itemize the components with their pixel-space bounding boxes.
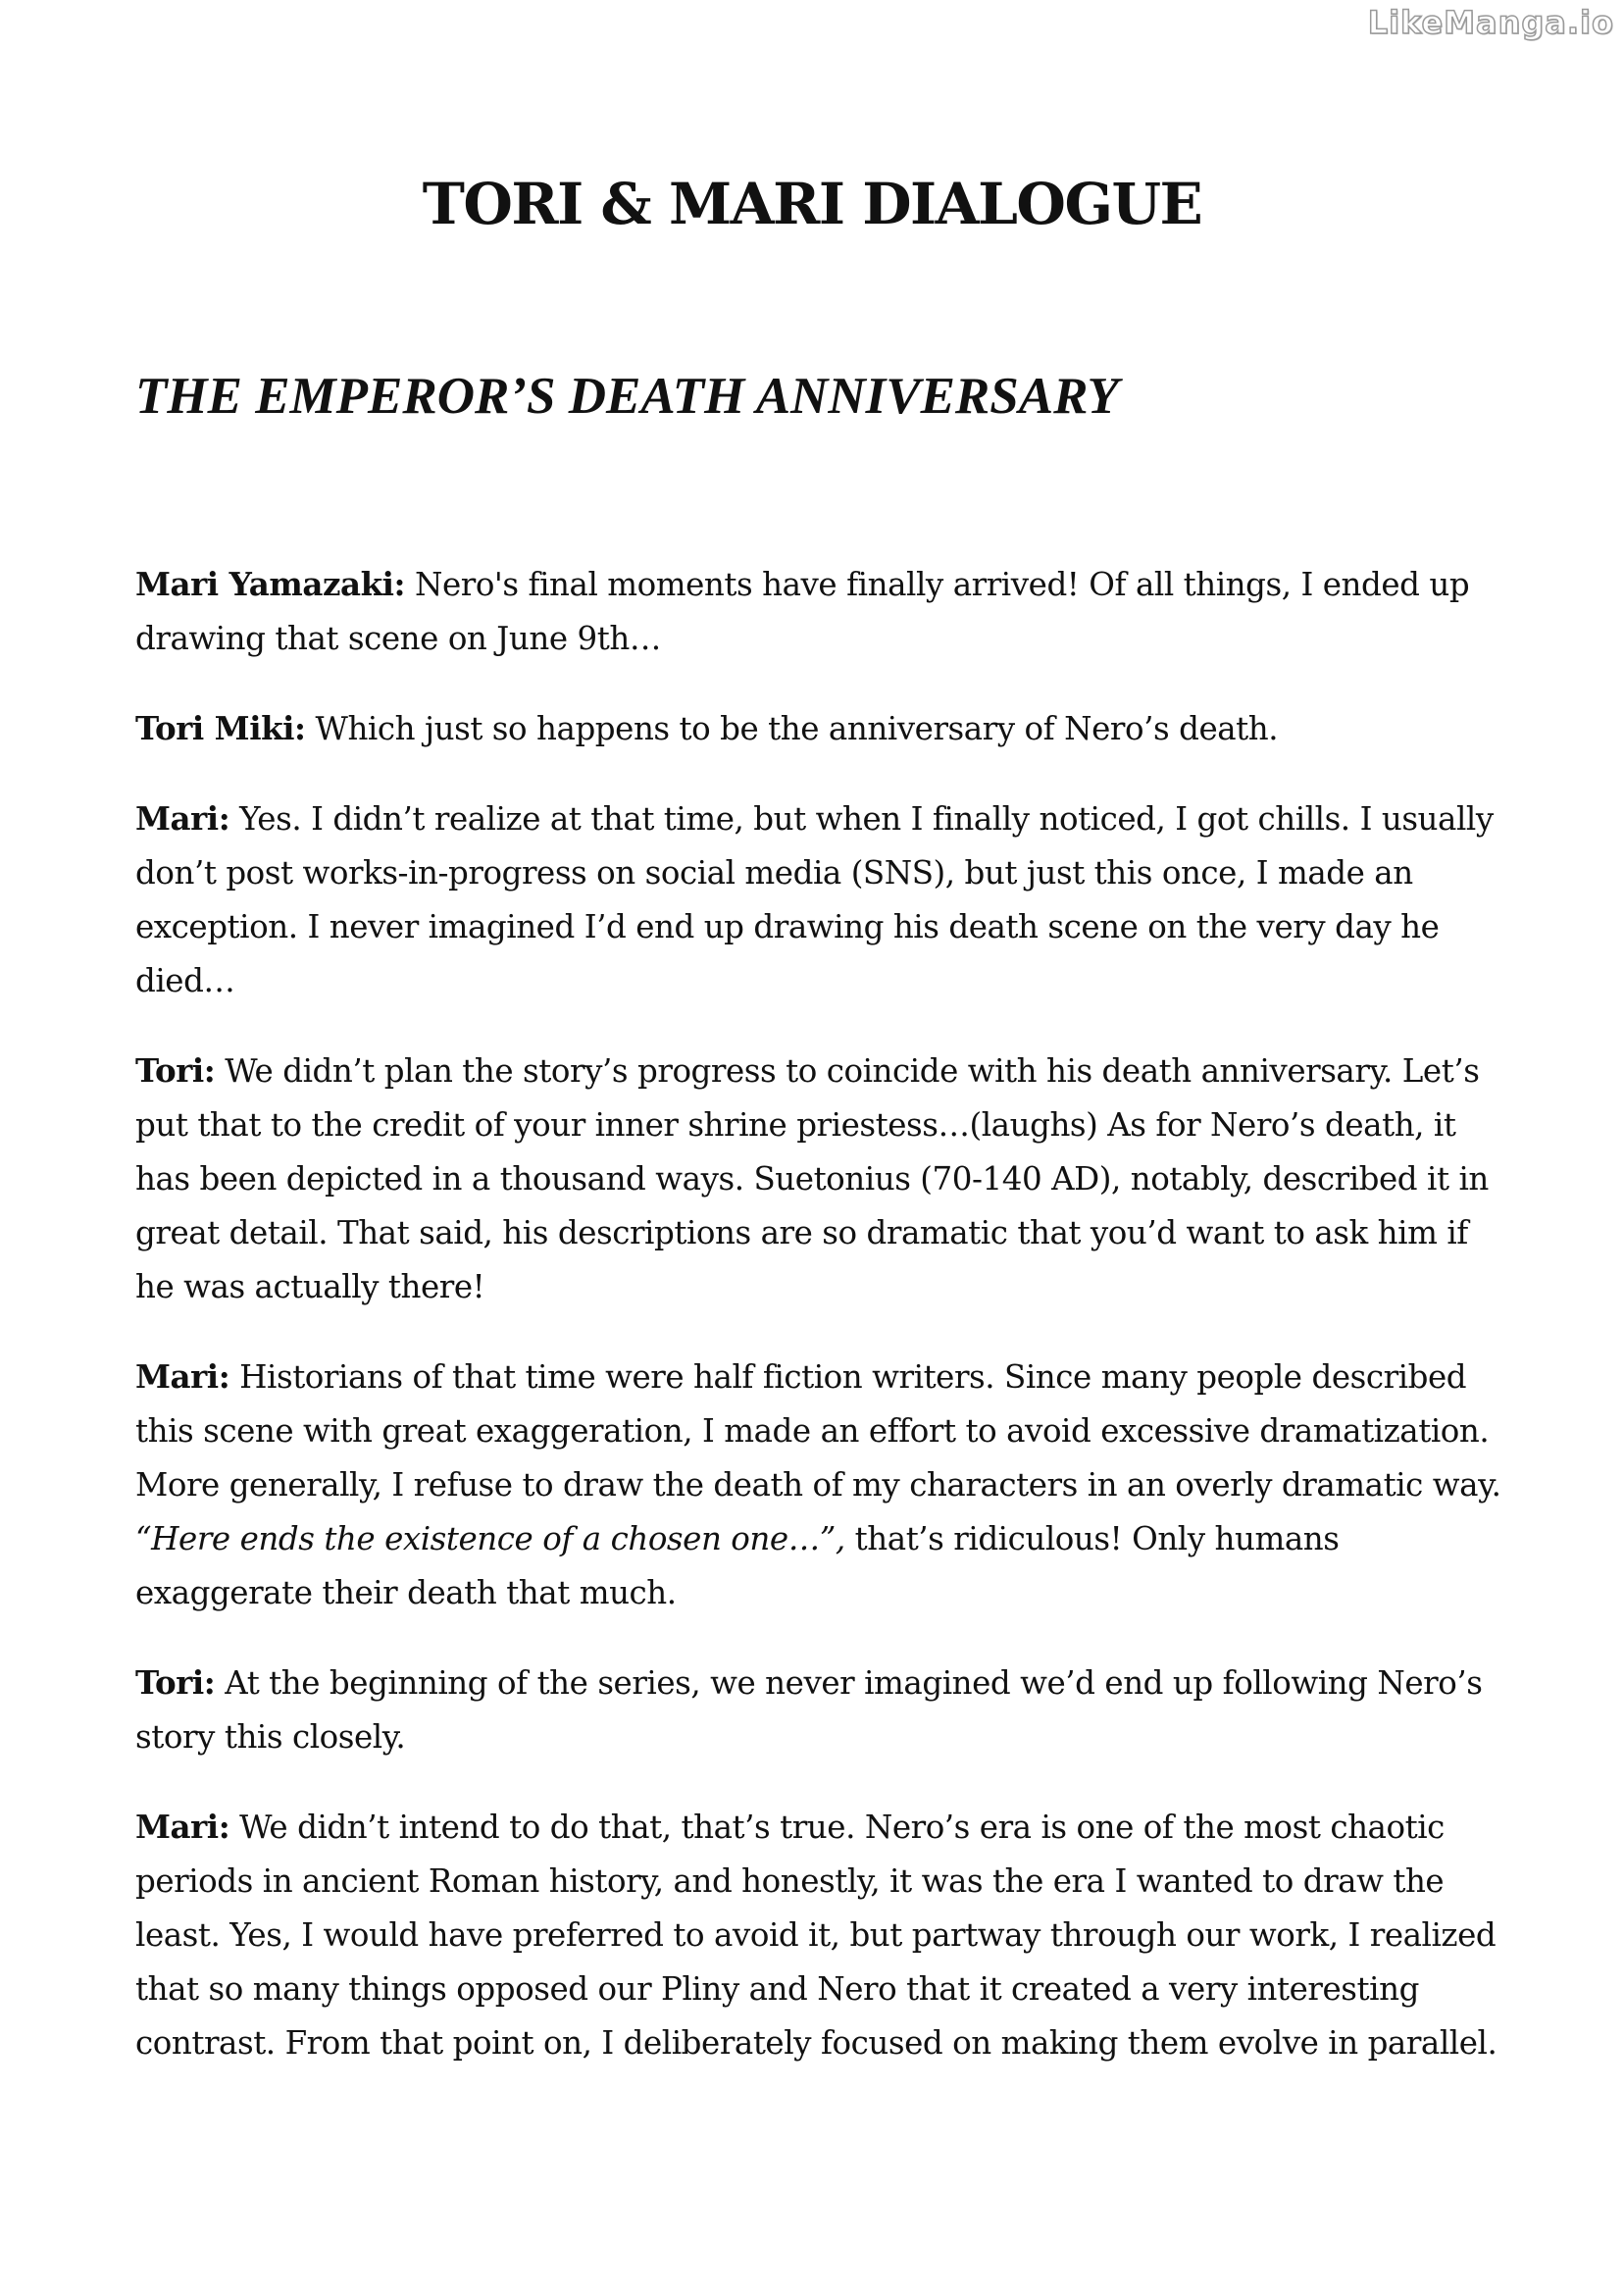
- speaker-name: Tori:: [135, 1663, 216, 1702]
- dialogue-paragraph: [135, 701, 1503, 756]
- dialogue-paragraph: [135, 1800, 1503, 2070]
- italic-quote: “Here ends the existence of a chosen one…”,: [135, 1520, 845, 1557]
- dialogue-paragraph: [135, 791, 1503, 1008]
- section-subtitle: THE EMPEROR’S DEATH ANNIVERSARY: [135, 368, 1119, 425]
- speaker-name: Mari:: [135, 1808, 230, 1846]
- speaker-name: Mari:: [135, 1357, 230, 1396]
- speaker-name: Tori:: [135, 1051, 216, 1090]
- dialogue-text: We didn’t plan the story’s progress to coincide with his death anniversary. Let’s put that to the credit of your inner shrine priestess…(laughs) As for Nero’s death, it has been depicted in a thousand ways. Suetonius (70-140 AD), notably, described it in great detail. That said, his descriptions are so dramatic that you’d want to ask him if he was actually there!: [135, 1052, 1489, 1305]
- dialogue-text: Yes. I didn’t realize at that time, but when I finally noticed, I got chills. I usually don’t post works-in-progress on social media (SNS), but just this once, I made an exception. I never imagined I’d end up drawing his death scene on the very day he died…: [135, 800, 1494, 999]
- dialogue-text-continued: that’s ridiculous! Only humans exaggerate their death that much.: [135, 1520, 1340, 1611]
- dialogue-paragraph: [135, 1656, 1503, 1764]
- dialogue-paragraph: [135, 1350, 1503, 1620]
- speaker-name: Tori Miki:: [135, 709, 306, 747]
- speaker-name: Mari:: [135, 799, 230, 838]
- dialogue-body: [135, 557, 1503, 2106]
- dialogue-text: At the beginning of the series, we never imagined we’d end up following Nero’s story this closely.: [135, 1664, 1483, 1756]
- page-title: TORI & MARI DIALOGUE: [422, 171, 1202, 237]
- dialogue-text: Nero's final moments have finally arrived! Of all things, I ended up drawing that scene on June 9th…: [135, 566, 1470, 657]
- watermark: LikeManga.io: [1367, 4, 1614, 41]
- dialogue-paragraph: [135, 557, 1503, 666]
- speaker-name: Mari Yamazaki:: [135, 565, 406, 603]
- dialogue-paragraph: [135, 1044, 1503, 1314]
- dialogue-text: Which just so happens to be the anniversary of Nero’s death.: [305, 710, 1279, 747]
- dialogue-text: Historians of that time were half fiction writers. Since many people described this scene with great exaggeration, I made an effort to avoid excessive dramatization. More generally, I refuse to draw the death of my characters in an overly dramatic way.: [135, 1358, 1501, 1504]
- dialogue-text: We didn’t intend to do that, that’s true. Nero’s era is one of the most chaotic periods in ancient Roman history, and honestly, it was the era I wanted to draw the least. Yes, I would have preferred to avoid it, but partway through our work, I realized that so many things opposed our Pliny and Nero that it created a very interesting contrast. From that point on, I deliberately focused on making them evolve in parallel.: [135, 1809, 1497, 2062]
